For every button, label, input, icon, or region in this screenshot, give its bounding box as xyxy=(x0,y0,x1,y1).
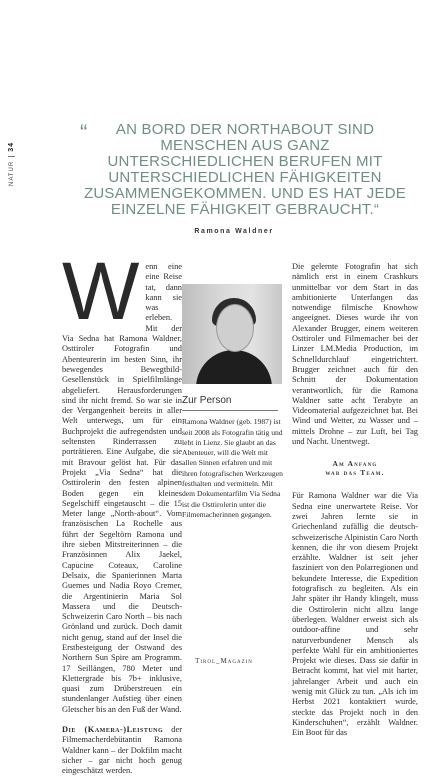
paragraph: Für Ramona Waldner war die Via Sedna eine unerwartete Reise. Vor zwei Jahren lernte sie in Griechenland zufällig die deutsch-schweizerische Alpinistin Caro North kennen, die ihr von diesem Projekt erzählte. Waldner ist seit jeher fasziniert von den Polarregionen und bekundete Interesse, die Expedition fotografisch zu begleiten. Als ein Jahr später ihr Handy klingelt, muss die Osttirolerin nicht allzu lange überlegen. Waldner erweist sich als outdoor-affine und sehr naturverbundener Mensch als perfekte Wahl für ein ambitioniertes Projekt wie dieses. Dass sie dafür in Betracht kommt, hat viel mit harter, jahrelanger Arbeit und auch ein wenig mit Glück zu tun. „Als ich im Herbst 2021 kontaktiert wurde, steckte das Projekt noch in den Kinderschuhen“, erzählt Waldner. Ein Boot für das xyxy=(292,491,418,738)
paragraph: enn eine eine Reise tat, dann kann sie was erleben. Mit der Via Sedna hat Ramona Waldner, Osttiroler Fotografin und Abenteurerin im besten Sinn, ihr bewegendes Bewegtbild-Gesellenstück in Spielfilmlänge abgeliefert. Herausforderungen sind ihr nicht fremd. So war sie in der Vergangenheit bereits in aller Welt unterwegs, um für ein Buchprojekt die aufregendsten und seltensten Rinderrassen zu porträtieren. Eine Aufgabe, die sie mit Bravour gelöst hat. Für das Projekt „Via Sedna“ hat die Osttirolerin den festen alpinen Boden gegen ein kleines Segelschiff eingetauscht – die 15 Meter lange „North-about“. Vom französischen La Rochelle aus führt der Segeltörn Ramona und ihre sieben Mitstreiterinnen – die Französinnen Alix Jaekel, Capucine Coteaux, Caroline Delsaix, die Spanierinnen Marta Guemes und Nadia Royo Cremer, die Argentinierin Maria Sol Massera und die Deutsch-Schweizerin Caro North – bis nach Grönland und zurück. Doch damit nicht genug, stand auf der Insel die Erstbesteigung der Ostwand des Northern Sun Spire am Programm. 17 Seillängen, 780 Meter und Klettergrade bis 7b+ inklusive, quasi zum Drüberstreuen ein stundenlanger Aufstieg über einen Gletscher bis an den Fuß der Wand. xyxy=(62,262,182,714)
divider xyxy=(8,156,15,157)
paragraph: der Filmemacherdebütantin Ramona Waldner kann – der Dokfilm macht sicher – gar nicht hoch genug eingeschätzt werden. xyxy=(62,725,182,776)
article-intro xyxy=(62,246,182,715)
drop-cap: W xyxy=(62,246,140,337)
article-column-right xyxy=(292,262,418,738)
quote-text: AN BORD DER NORTHABOUT SIND MENSCHEN AUS GANZ UNTERSCHIEDLICHEN BERUFEN MIT UNTERSCHIEDLICHEN FÄHIGKEITEN ZUSAMMENGEKOMMEN. UND ES HAT JEDE EINZELNE FÄHIGKEIT GEBRAUCHT.“ xyxy=(84,121,406,218)
page-number: 34 xyxy=(8,141,16,152)
intertitle-line-1: Am Anfang xyxy=(332,459,378,469)
article-column-left xyxy=(62,246,182,777)
magazine-footer: Tirol_Magazin xyxy=(195,657,253,665)
portrait-body xyxy=(196,350,272,384)
section-label: NATUR xyxy=(9,160,16,186)
run-in-heading: Die (Kamera-)Leistung xyxy=(62,725,164,735)
quote-mark: “ xyxy=(80,120,88,145)
quote-author: Ramona Waldner xyxy=(194,228,274,235)
portrait-face xyxy=(216,304,254,352)
paragraph: Die gelernte Fotografin hat sich nämlich erst in einem Crashkurs unmittelbar vor dem Start in das ambitionierte Unterfangen das notwendige filmische Knowhow angeeignet. Dieses wurde ihr von Alexander Brugger, einem weiteren Osttiroler und Filmemacher bei der Linzer LM.Media Production, im Schnelldurchlauf eingetrichtert. Brugger zeichnet auch für den Schnitt der Dokumentation verantwortlich, für die Ramona Waldner satte acht Terabyte an Videomaterial aufgezeichnet hat. Bei Wind und Wetter, zu Wasser und – mittels Drohne – zur Luft, bei Tag und Nacht. Unentwegt. xyxy=(292,262,418,447)
sidebar-column xyxy=(182,262,284,520)
caption-text: Ramona Waldner (geb. 1987) ist seit 2008 als Fotografin tätig und lebt in Lienz. Sie glaubt an das Abenteuer, will die Welt mit allen Sinnen erfahren und mit ihren fotografischen Werkzeugen festhalten und vermitteln. Mit dem Dokumentarfilm Via Sedna ist die Osttirolerin unter die Filmemacherinnen gegangen. xyxy=(182,417,283,519)
portrait-photo xyxy=(182,284,282,384)
pull-quote xyxy=(54,122,414,235)
intertitle xyxy=(292,459,418,477)
caption-title: Zur Person xyxy=(182,395,232,406)
intertitle-line-2: war das Team. xyxy=(325,468,385,478)
article-paragraph xyxy=(62,725,182,776)
side-label xyxy=(2,112,22,192)
caption-rule xyxy=(182,410,278,411)
